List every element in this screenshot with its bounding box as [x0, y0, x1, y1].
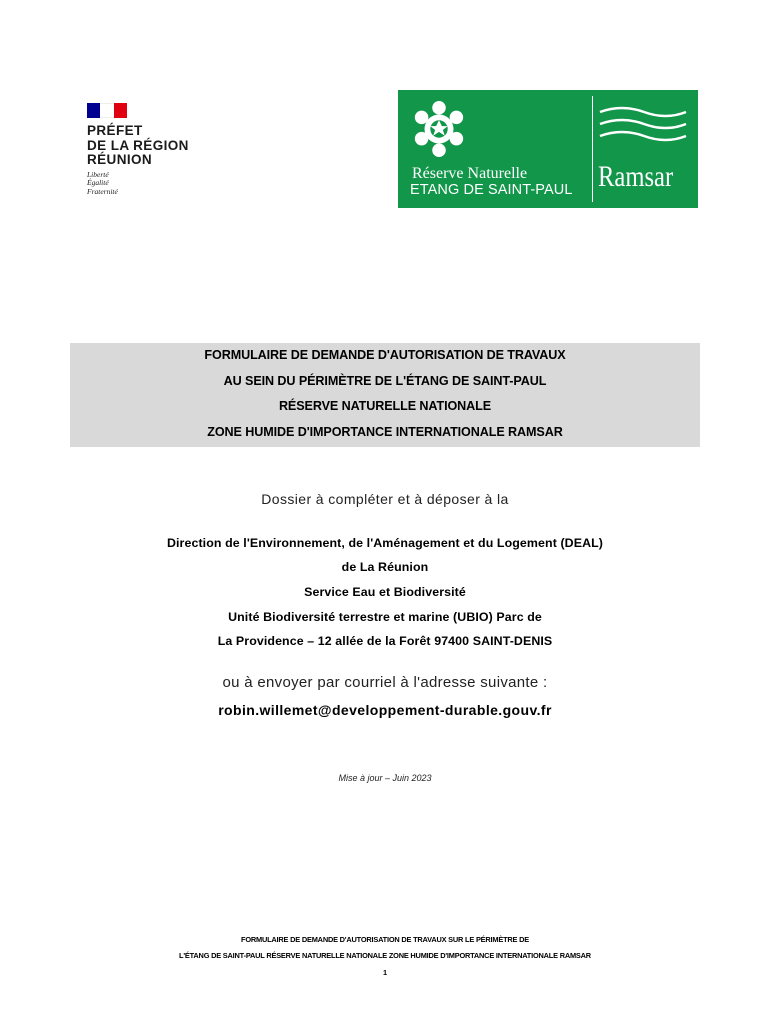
motto-line: Égalité	[87, 178, 109, 187]
prefet-title-line: PRÉFET	[87, 123, 143, 138]
address-line: Service Eau et Biodiversité	[304, 585, 466, 599]
motto-line: Liberté	[87, 169, 109, 179]
french-flag-icon	[87, 103, 127, 118]
address-line: Unité Biodiversité terrestre et marine (UBIO) Parc de	[228, 610, 542, 624]
ramsar-wordmark: Ramsar	[598, 160, 674, 193]
motto-line: Fraternité	[87, 186, 118, 196]
footer-line-1: FORMULAIRE DE DEMANDE D'AUTORISATION DE TRAVAUX SUR LE PÉRIMÈTRE DE	[241, 935, 529, 944]
reserve-name-line2: ETANG DE SAINT-PAUL	[410, 182, 573, 198]
prefet-title-line: DE LA RÉGION	[87, 137, 189, 153]
prefet-title	[87, 124, 227, 168]
reserve-star-icon	[410, 100, 468, 158]
logo-divider	[592, 96, 593, 202]
prefet-title-line: RÉUNION	[87, 152, 153, 167]
update-date: Mise à jour – Juin 2023	[338, 773, 432, 783]
prefet-logo	[87, 103, 227, 196]
ramsar-waves-icon	[598, 104, 688, 144]
address-line: La Providence – 12 allée de la Forêt 97400 SAINT-DENIS	[217, 634, 553, 648]
reserve-ramsar-logo	[398, 90, 698, 208]
footer-line-2: L'ÉTANG DE SAINT-PAUL RÉSERVE NATURELLE NATIONALE ZONE HUMIDE D'IMPORTANCE INTERNATIONALE RAMSAR	[179, 951, 591, 960]
title-band	[70, 343, 700, 447]
address-line: Direction de l'Environnement, de l'Aménagement et du Logement (DEAL)	[166, 536, 604, 550]
address-line: de La Réunion	[341, 560, 429, 574]
prefet-motto	[87, 171, 227, 197]
page-number: 1	[383, 968, 387, 977]
reserve-name-line1: Réserve Naturelle	[412, 165, 528, 182]
courriel-instruction: ou à envoyer par courriel à l'adresse suivante :	[222, 674, 548, 691]
title-line-4: ZONE HUMIDE D'IMPORTANCE INTERNATIONALE RAMSAR	[207, 425, 563, 439]
title-line-2: AU SEIN DU PÉRIMÈTRE DE L'ÉTANG DE SAINT-PAUL	[223, 374, 547, 388]
title-line-1: FORMULAIRE DE DEMANDE D'AUTORISATION DE TRAVAUX	[204, 348, 566, 362]
contact-email[interactable]: robin.willemet@developpement-durable.gouv.fr	[218, 702, 552, 718]
title-line-3: RÉSERVE NATURELLE NATIONALE	[278, 399, 492, 413]
dossier-instruction: Dossier à compléter et à déposer à la	[261, 491, 509, 507]
